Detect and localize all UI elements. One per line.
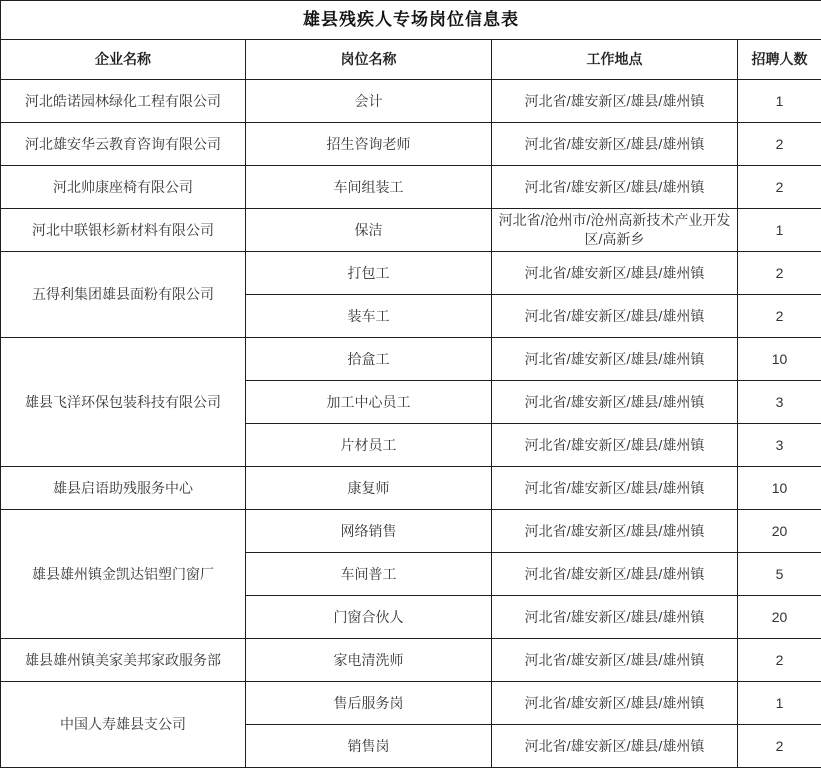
count-cell: 2 — [738, 252, 821, 295]
location-cell: 河北省/雄安新区/雄县/雄州镇 — [492, 596, 738, 639]
table-row — [1, 80, 821, 123]
table-row — [1, 338, 821, 381]
count-cell: 1 — [738, 682, 821, 725]
table-row — [1, 123, 821, 166]
location-cell: 河北省/雄安新区/雄县/雄州镇 — [492, 166, 738, 209]
position-cell: 车间普工 — [246, 553, 492, 596]
count-cell: 1 — [738, 80, 821, 123]
company-cell: 雄县雄州镇金凯达铝塑门窗厂 — [1, 510, 246, 639]
company-cell: 雄县雄州镇美家美邦家政服务部 — [1, 639, 246, 682]
position-cell: 打包工 — [246, 252, 492, 295]
position-cell: 网络销售 — [246, 510, 492, 553]
column-header-count: 招聘人数 — [738, 40, 821, 80]
position-cell: 售后服务岗 — [246, 682, 492, 725]
company-cell: 雄县启语助残服务中心 — [1, 467, 246, 510]
count-cell: 10 — [738, 338, 821, 381]
location-cell: 河北省/雄安新区/雄县/雄州镇 — [492, 123, 738, 166]
count-cell: 2 — [738, 166, 821, 209]
location-cell: 河北省/雄安新区/雄县/雄州镇 — [492, 252, 738, 295]
location-cell: 河北省/雄安新区/雄县/雄州镇 — [492, 467, 738, 510]
position-cell: 保洁 — [246, 209, 492, 252]
count-cell: 2 — [738, 295, 821, 338]
company-cell: 五得利集团雄县面粉有限公司 — [1, 252, 246, 338]
column-header-location: 工作地点 — [492, 40, 738, 80]
count-cell: 3 — [738, 424, 821, 467]
position-cell: 家电清洗师 — [246, 639, 492, 682]
location-cell: 河北省/沧州市/沧州高新技术产业开发区/高新乡 — [492, 209, 738, 252]
position-cell: 车间组装工 — [246, 166, 492, 209]
location-cell: 河北省/雄安新区/雄县/雄州镇 — [492, 424, 738, 467]
location-cell: 河北省/雄安新区/雄县/雄州镇 — [492, 725, 738, 768]
count-cell: 1 — [738, 209, 821, 252]
table-row — [1, 252, 821, 295]
table-title-row — [1, 1, 821, 40]
table-row — [1, 682, 821, 725]
page-title: 雄县残疾人专场岗位信息表 — [1, 1, 821, 40]
count-cell: 20 — [738, 596, 821, 639]
count-cell: 20 — [738, 510, 821, 553]
count-cell: 3 — [738, 381, 821, 424]
location-cell: 河北省/雄安新区/雄县/雄州镇 — [492, 338, 738, 381]
company-cell: 雄县飞洋环保包装科技有限公司 — [1, 338, 246, 467]
position-cell: 会计 — [246, 80, 492, 123]
count-cell: 2 — [738, 725, 821, 768]
company-cell: 河北中联银杉新材料有限公司 — [1, 209, 246, 252]
location-cell: 河北省/雄安新区/雄县/雄州镇 — [492, 639, 738, 682]
position-cell: 装车工 — [246, 295, 492, 338]
position-cell: 拾盒工 — [246, 338, 492, 381]
location-cell: 河北省/雄安新区/雄县/雄州镇 — [492, 553, 738, 596]
table-row — [1, 467, 821, 510]
position-cell: 康复师 — [246, 467, 492, 510]
table-header-row — [1, 40, 821, 80]
company-cell: 河北皓诺园林绿化工程有限公司 — [1, 80, 246, 123]
table-row — [1, 510, 821, 553]
location-cell: 河北省/雄安新区/雄县/雄州镇 — [492, 682, 738, 725]
company-cell: 中国人寿雄县支公司 — [1, 682, 246, 768]
position-cell: 片材员工 — [246, 424, 492, 467]
company-cell: 河北帅康座椅有限公司 — [1, 166, 246, 209]
table-row — [1, 639, 821, 682]
count-cell: 10 — [738, 467, 821, 510]
count-cell: 2 — [738, 123, 821, 166]
position-cell: 加工中心员工 — [246, 381, 492, 424]
column-header-company: 企业名称 — [1, 40, 246, 80]
position-cell: 销售岗 — [246, 725, 492, 768]
location-cell: 河北省/雄安新区/雄县/雄州镇 — [492, 381, 738, 424]
count-cell: 2 — [738, 639, 821, 682]
location-cell: 河北省/雄安新区/雄县/雄州镇 — [492, 295, 738, 338]
company-cell: 河北雄安华云教育咨询有限公司 — [1, 123, 246, 166]
location-cell: 河北省/雄安新区/雄县/雄州镇 — [492, 510, 738, 553]
position-cell: 门窗合伙人 — [246, 596, 492, 639]
table-row — [1, 209, 821, 252]
column-header-position: 岗位名称 — [246, 40, 492, 80]
table-row — [1, 166, 821, 209]
position-cell: 招生咨询老师 — [246, 123, 492, 166]
location-cell: 河北省/雄安新区/雄县/雄州镇 — [492, 80, 738, 123]
count-cell: 5 — [738, 553, 821, 596]
table-body — [1, 80, 821, 768]
